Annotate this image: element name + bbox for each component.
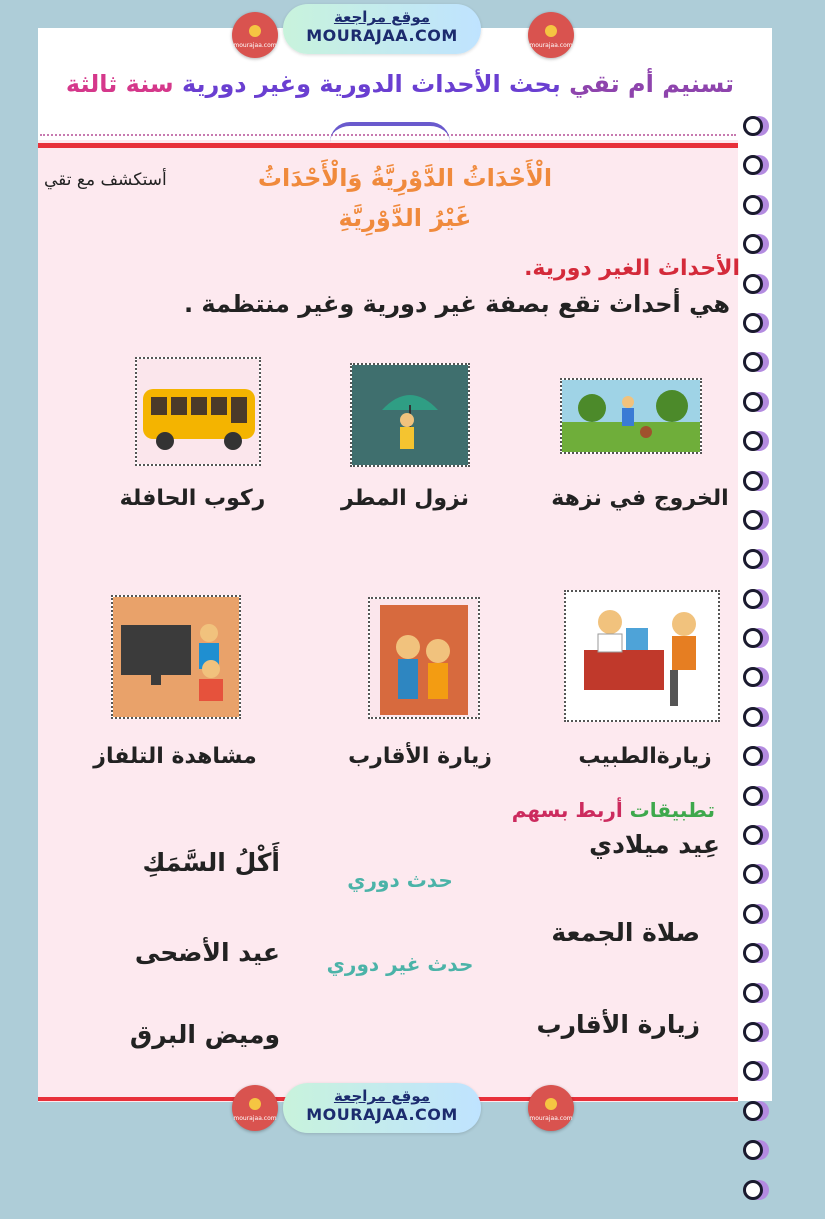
site-logo-icon: mourajaa.com [232, 12, 278, 58]
explore-label: أستكشف مع تقي [44, 170, 167, 190]
target-periodic[interactable]: حدث دوري [347, 868, 453, 892]
left-item-lightning[interactable]: وميض البرق [129, 1020, 280, 1049]
relatives-visit-icon [370, 599, 478, 717]
left-item-eat-fish[interactable]: أَكْلُ السَّمَكِ [142, 848, 280, 877]
right-item-friday-prayer[interactable]: صلاة الجمعة [551, 918, 700, 947]
tv-watching-icon [113, 597, 239, 717]
target-non-periodic[interactable]: حدث غير دوري [326, 952, 474, 976]
title-level: سنة ثالثة [65, 70, 174, 98]
title-topic: بحث الأحداث الدورية وغير دورية [181, 70, 561, 98]
rain-illustration [350, 363, 470, 467]
picnic-illustration [560, 378, 702, 454]
top-divider [38, 143, 738, 148]
caption-relatives: زيارة الأقارب [348, 744, 492, 769]
site-name-latin: MOURAJAA.COM [306, 26, 458, 45]
bus-illustration [135, 357, 261, 466]
site-logo-icon: mourajaa.com [528, 12, 574, 58]
lesson-heading-line2: غَيْرُ الدَّوْرِيَّةِ [338, 204, 472, 232]
caption-tv: مشاهدة التلفاز [93, 744, 257, 769]
page-title [50, 70, 750, 98]
bus-icon [137, 359, 259, 464]
right-item-birthday[interactable]: عِيد ميلادي [589, 830, 720, 859]
picnic-icon [562, 380, 700, 452]
site-badge-bottom[interactable] [283, 1083, 481, 1133]
exercise-title-red: أربط بسهم [511, 798, 623, 822]
lesson-heading [230, 158, 580, 238]
section-subtitle: الأحداث الغير دورية. [524, 256, 740, 281]
caption-rain: نزول المطر [340, 486, 470, 511]
decorative-arch [330, 122, 450, 142]
site-logo-icon: mourajaa.com [528, 1085, 574, 1131]
title-author: تسنيم أم تقي [569, 70, 735, 98]
doctor-visit-icon [566, 592, 718, 720]
left-item-eid-adha[interactable]: عيد الأضحى [134, 938, 280, 967]
right-item-visit-relatives[interactable]: زيارة الأقارب [536, 1010, 700, 1039]
spiral-binding [743, 116, 773, 1219]
definition-text: هي أحداث تقع بصفة غير دورية وغير منتظمة . [183, 290, 730, 318]
doctor-illustration [564, 590, 720, 722]
exercise-title-green: تطبيقات [629, 798, 715, 822]
lesson-heading-line1: الْأَحْدَاثُ الدَّوْرِيَّةُ وَالْأَحْدَاثُ [257, 164, 553, 192]
tv-illustration [111, 595, 241, 719]
caption-picnic: الخروج في نزهة [551, 486, 729, 511]
relatives-illustration [368, 597, 480, 719]
caption-bus: ركوب الحافلة [119, 486, 266, 511]
rain-girl-icon [352, 365, 468, 465]
site-name-arabic: موقع مراجعة [333, 1087, 431, 1105]
exercise-title [470, 798, 715, 822]
site-logo-icon: mourajaa.com [232, 1085, 278, 1131]
site-name-arabic: موقع مراجعة [333, 8, 431, 26]
site-badge-top[interactable] [283, 4, 481, 54]
caption-doctor: زيارةالطبيب [578, 744, 712, 769]
site-name-latin: MOURAJAA.COM [306, 1105, 458, 1124]
